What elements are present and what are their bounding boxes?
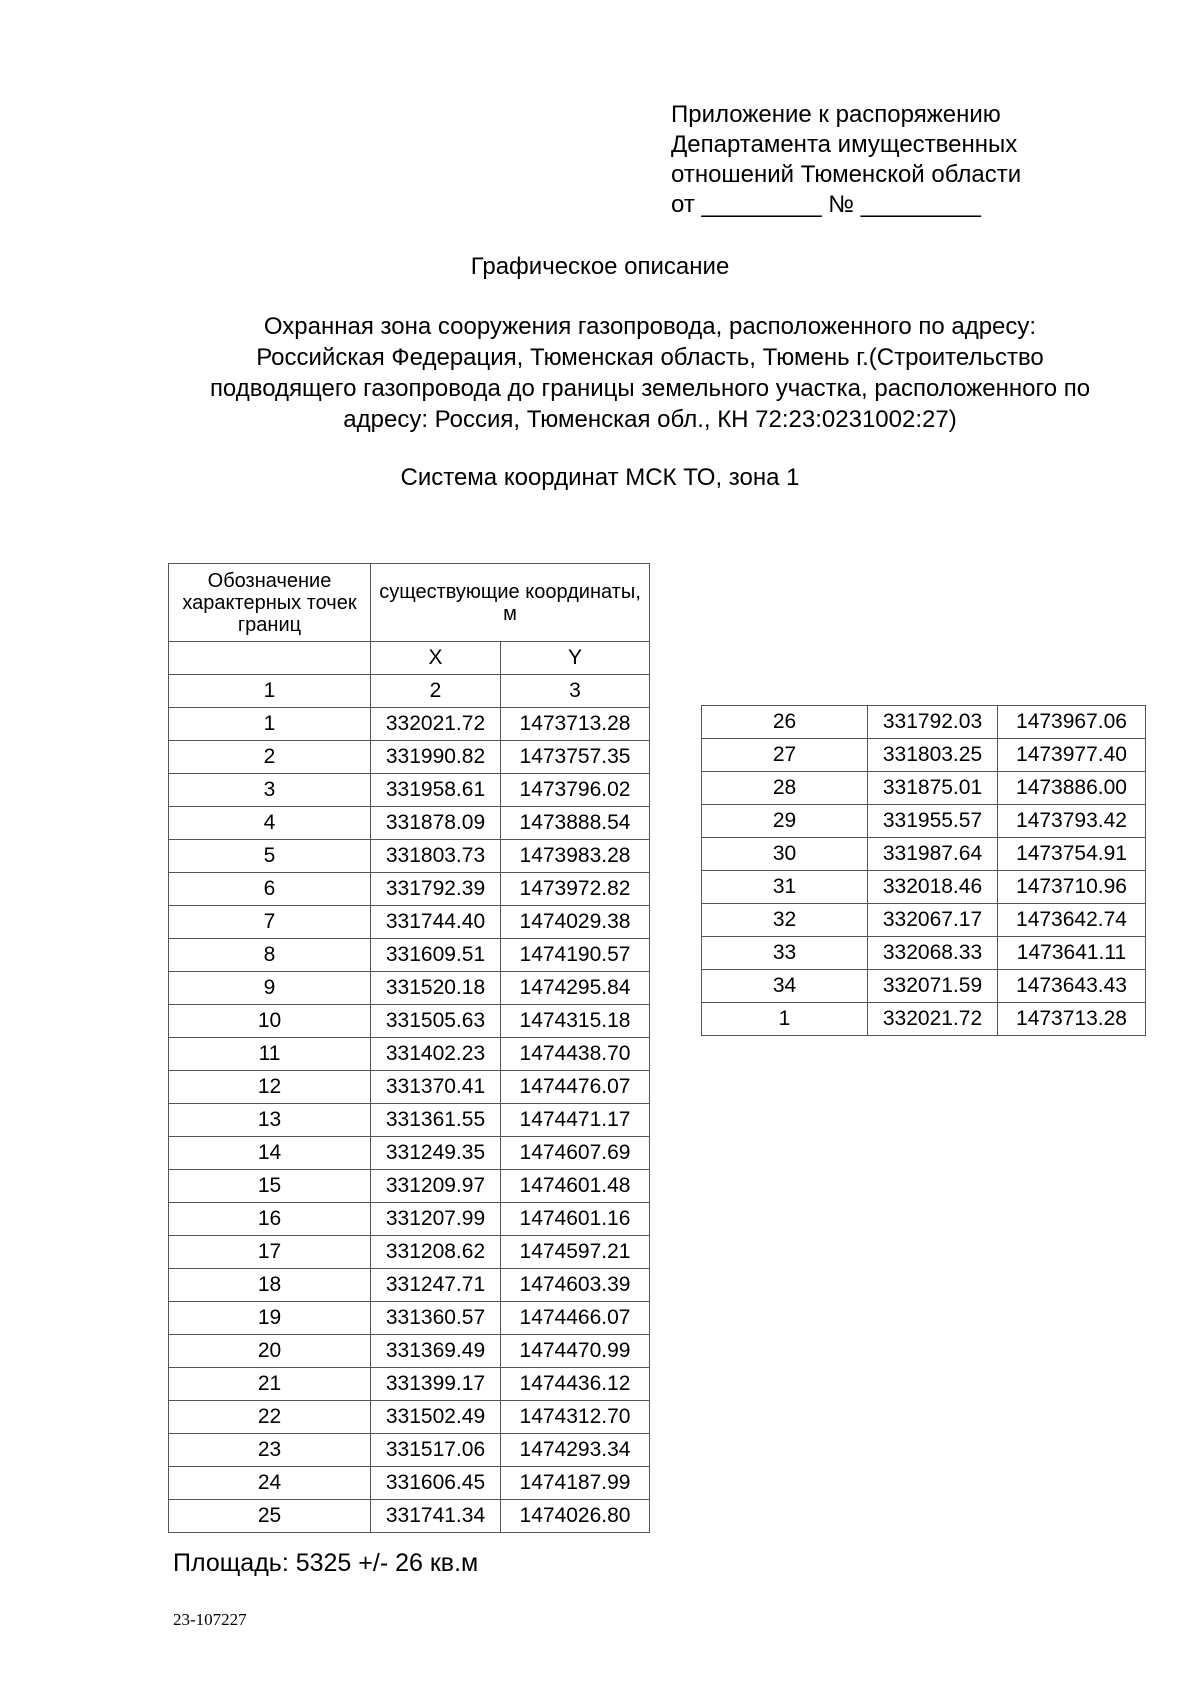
- y-coordinate-cell: 1474187.99: [501, 1467, 650, 1500]
- table-row: [169, 1467, 650, 1500]
- header-x: X: [371, 642, 501, 675]
- appendix-line: Департамента имущественных: [671, 131, 1018, 158]
- y-coordinate-cell: 1473754.91: [998, 838, 1146, 871]
- x-coordinate-cell: 331370.41: [371, 1071, 501, 1104]
- point-number-cell: 22: [169, 1401, 371, 1434]
- table-row: [169, 972, 650, 1005]
- y-coordinate-cell: 1474466.07: [501, 1302, 650, 1335]
- x-coordinate-cell: 331987.64: [868, 838, 998, 871]
- table-row: [702, 970, 1146, 1003]
- point-number-cell: 25: [169, 1500, 371, 1533]
- table-row: [169, 1071, 650, 1104]
- point-number-cell: 33: [702, 937, 868, 970]
- y-coordinate-cell: 1474029.38: [501, 906, 650, 939]
- point-number-cell: 18: [169, 1269, 371, 1302]
- y-coordinate-cell: 1473643.43: [998, 970, 1146, 1003]
- x-coordinate-cell: 331606.45: [371, 1467, 501, 1500]
- x-coordinate-cell: 331958.61: [371, 774, 501, 807]
- x-coordinate-cell: 331609.51: [371, 939, 501, 972]
- header-y: Y: [501, 642, 650, 675]
- x-coordinate-cell: 331878.09: [371, 807, 501, 840]
- y-coordinate-cell: 1473886.00: [998, 772, 1146, 805]
- table-row: [702, 805, 1146, 838]
- x-coordinate-cell: 331803.73: [371, 840, 501, 873]
- point-number-cell: 30: [702, 838, 868, 871]
- point-number-cell: 23: [169, 1434, 371, 1467]
- appendix-line: Приложение к распоряжению: [671, 101, 1001, 128]
- y-coordinate-cell: 1474026.80: [501, 1500, 650, 1533]
- description-line: Российская Федерация, Тюменская область, Тюмень г.(Строительство: [256, 344, 1044, 371]
- x-coordinate-cell: 331399.17: [371, 1368, 501, 1401]
- table-row: [169, 873, 650, 906]
- y-coordinate-cell: 1474295.84: [501, 972, 650, 1005]
- point-number-cell: 10: [169, 1005, 371, 1038]
- table-row: [169, 1269, 650, 1302]
- table-row: [169, 1038, 650, 1071]
- x-coordinate-cell: 331520.18: [371, 972, 501, 1005]
- point-number-cell: 24: [169, 1467, 371, 1500]
- y-coordinate-cell: 1473757.35: [501, 741, 650, 774]
- x-coordinate-cell: 331744.40: [371, 906, 501, 939]
- coordinates-table-main: [168, 563, 650, 1533]
- coordinates-table-continued: [701, 705, 1146, 1036]
- column-number: 1: [169, 675, 371, 708]
- y-coordinate-cell: 1474601.16: [501, 1203, 650, 1236]
- x-coordinate-cell: 331207.99: [371, 1203, 501, 1236]
- y-coordinate-cell: 1473983.28: [501, 840, 650, 873]
- point-number-cell: 9: [169, 972, 371, 1005]
- point-number-cell: 1: [169, 708, 371, 741]
- point-number-cell: 19: [169, 1302, 371, 1335]
- point-number-cell: 16: [169, 1203, 371, 1236]
- table-row: [169, 1500, 650, 1533]
- x-coordinate-cell: 331517.06: [371, 1434, 501, 1467]
- x-coordinate-cell: 331792.03: [868, 706, 998, 739]
- y-coordinate-cell: 1473972.82: [501, 873, 650, 906]
- x-coordinate-cell: 331792.39: [371, 873, 501, 906]
- appendix-date-number-line: от _________ № _________: [671, 191, 981, 218]
- coordinate-system-label: Система координат МСК ТО, зона 1: [400, 464, 800, 491]
- x-coordinate-cell: 331361.55: [371, 1104, 501, 1137]
- table-row: [169, 1302, 650, 1335]
- table-row: [702, 772, 1146, 805]
- table-row: [169, 840, 650, 873]
- table-row: [169, 1236, 650, 1269]
- point-number-cell: 32: [702, 904, 868, 937]
- point-number-cell: 1: [702, 1003, 868, 1036]
- table-row: [169, 708, 650, 741]
- point-number-cell: 26: [702, 706, 868, 739]
- table-row: [169, 1137, 650, 1170]
- point-number-cell: 34: [702, 970, 868, 1003]
- table-row: [702, 739, 1146, 772]
- table-row: [169, 1401, 650, 1434]
- x-coordinate-cell: 331360.57: [371, 1302, 501, 1335]
- description-line: адресу: Россия, Тюменская обл., КН 72:23:0231002:27): [343, 406, 957, 433]
- x-coordinate-cell: 331402.23: [371, 1038, 501, 1071]
- table-row: [169, 1434, 650, 1467]
- y-coordinate-cell: 1474470.99: [501, 1335, 650, 1368]
- table-row: [169, 1368, 650, 1401]
- x-coordinate-cell: 331955.57: [868, 805, 998, 838]
- point-number-cell: 3: [169, 774, 371, 807]
- y-coordinate-cell: 1474607.69: [501, 1137, 650, 1170]
- object-description: [150, 311, 1150, 435]
- table-row: [169, 1170, 650, 1203]
- y-coordinate-cell: 1473710.96: [998, 871, 1146, 904]
- table-row: [169, 1203, 650, 1236]
- y-coordinate-cell: 1474436.12: [501, 1368, 650, 1401]
- x-coordinate-cell: 331502.49: [371, 1401, 501, 1434]
- y-coordinate-cell: 1473641.11: [998, 937, 1146, 970]
- y-coordinate-cell: 1474438.70: [501, 1038, 650, 1071]
- header-point-designation: Обозначение характерных точек границ: [169, 564, 371, 642]
- point-number-cell: 8: [169, 939, 371, 972]
- x-coordinate-cell: 332021.72: [868, 1003, 998, 1036]
- document-title: Графическое описание: [470, 253, 730, 280]
- y-coordinate-cell: 1474315.18: [501, 1005, 650, 1038]
- y-coordinate-cell: 1473642.74: [998, 904, 1146, 937]
- table-row: [169, 774, 650, 807]
- x-coordinate-cell: 331741.34: [371, 1500, 501, 1533]
- coordinates-table-main-body: [169, 708, 650, 1533]
- table-row: [702, 838, 1146, 871]
- x-coordinate-cell: 332068.33: [868, 937, 998, 970]
- table-row: [702, 871, 1146, 904]
- table-row: [702, 937, 1146, 970]
- x-coordinate-cell: 331249.35: [371, 1137, 501, 1170]
- x-coordinate-cell: 332071.59: [868, 970, 998, 1003]
- appendix-line: отношений Тюменской области: [671, 161, 1022, 188]
- point-number-cell: 21: [169, 1368, 371, 1401]
- area-label: Площадь: 5325 +/- 26 кв.м: [173, 1549, 479, 1577]
- table-row: [169, 906, 650, 939]
- y-coordinate-cell: 1474471.17: [501, 1104, 650, 1137]
- y-coordinate-cell: 1473713.28: [501, 708, 650, 741]
- header-empty-cell: [169, 642, 371, 675]
- point-number-cell: 5: [169, 840, 371, 873]
- x-coordinate-cell: 332067.17: [868, 904, 998, 937]
- y-coordinate-cell: 1474597.21: [501, 1236, 650, 1269]
- point-number-cell: 7: [169, 906, 371, 939]
- y-coordinate-cell: 1473713.28: [998, 1003, 1146, 1036]
- x-coordinate-cell: 332018.46: [868, 871, 998, 904]
- table-row: [169, 741, 650, 774]
- column-number: 2: [371, 675, 501, 708]
- y-coordinate-cell: 1474476.07: [501, 1071, 650, 1104]
- table-row: [169, 1104, 650, 1137]
- point-number-cell: 15: [169, 1170, 371, 1203]
- x-coordinate-cell: 331369.49: [371, 1335, 501, 1368]
- table-row: [169, 1005, 650, 1038]
- point-number-cell: 14: [169, 1137, 371, 1170]
- x-coordinate-cell: 331803.25: [868, 739, 998, 772]
- y-coordinate-cell: 1473977.40: [998, 739, 1146, 772]
- point-number-cell: 28: [702, 772, 868, 805]
- y-coordinate-cell: 1474293.34: [501, 1434, 650, 1467]
- point-number-cell: 17: [169, 1236, 371, 1269]
- header-existing-coordinates: существующие координаты, м: [371, 564, 650, 642]
- y-coordinate-cell: 1473796.02: [501, 774, 650, 807]
- coordinates-table-continued-body: [702, 706, 1146, 1036]
- y-coordinate-cell: 1474190.57: [501, 939, 650, 972]
- y-coordinate-cell: 1474601.48: [501, 1170, 650, 1203]
- y-coordinate-cell: 1474603.39: [501, 1269, 650, 1302]
- x-coordinate-cell: 331208.62: [371, 1236, 501, 1269]
- y-coordinate-cell: 1473967.06: [998, 706, 1146, 739]
- point-number-cell: 20: [169, 1335, 371, 1368]
- point-number-cell: 13: [169, 1104, 371, 1137]
- point-number-cell: 6: [169, 873, 371, 906]
- description-line: подводящего газопровода до границы земельного участка, расположенного по: [209, 375, 1091, 402]
- description-line: Охранная зона сооружения газопровода, расположенного по адресу:: [263, 313, 1037, 340]
- point-number-cell: 27: [702, 739, 868, 772]
- y-coordinate-cell: 1473793.42: [998, 805, 1146, 838]
- x-coordinate-cell: 331209.97: [371, 1170, 501, 1203]
- column-number: 3: [501, 675, 650, 708]
- table-row: [702, 706, 1146, 739]
- y-coordinate-cell: 1474312.70: [501, 1401, 650, 1434]
- table-row: [702, 1003, 1146, 1036]
- point-number-cell: 2: [169, 741, 371, 774]
- x-coordinate-cell: 331247.71: [371, 1269, 501, 1302]
- y-coordinate-cell: 1473888.54: [501, 807, 650, 840]
- x-coordinate-cell: 331505.63: [371, 1005, 501, 1038]
- table-row: [702, 904, 1146, 937]
- table-row: [169, 807, 650, 840]
- x-coordinate-cell: 332021.72: [371, 708, 501, 741]
- point-number-cell: 29: [702, 805, 868, 838]
- table-row: [169, 1335, 650, 1368]
- point-number-cell: 11: [169, 1038, 371, 1071]
- point-number-cell: 4: [169, 807, 371, 840]
- document-code: 23-107227: [173, 1610, 247, 1629]
- x-coordinate-cell: 331990.82: [371, 741, 501, 774]
- point-number-cell: 31: [702, 871, 868, 904]
- appendix-header: [671, 100, 1021, 220]
- table-row: [169, 939, 650, 972]
- x-coordinate-cell: 331875.01: [868, 772, 998, 805]
- point-number-cell: 12: [169, 1071, 371, 1104]
